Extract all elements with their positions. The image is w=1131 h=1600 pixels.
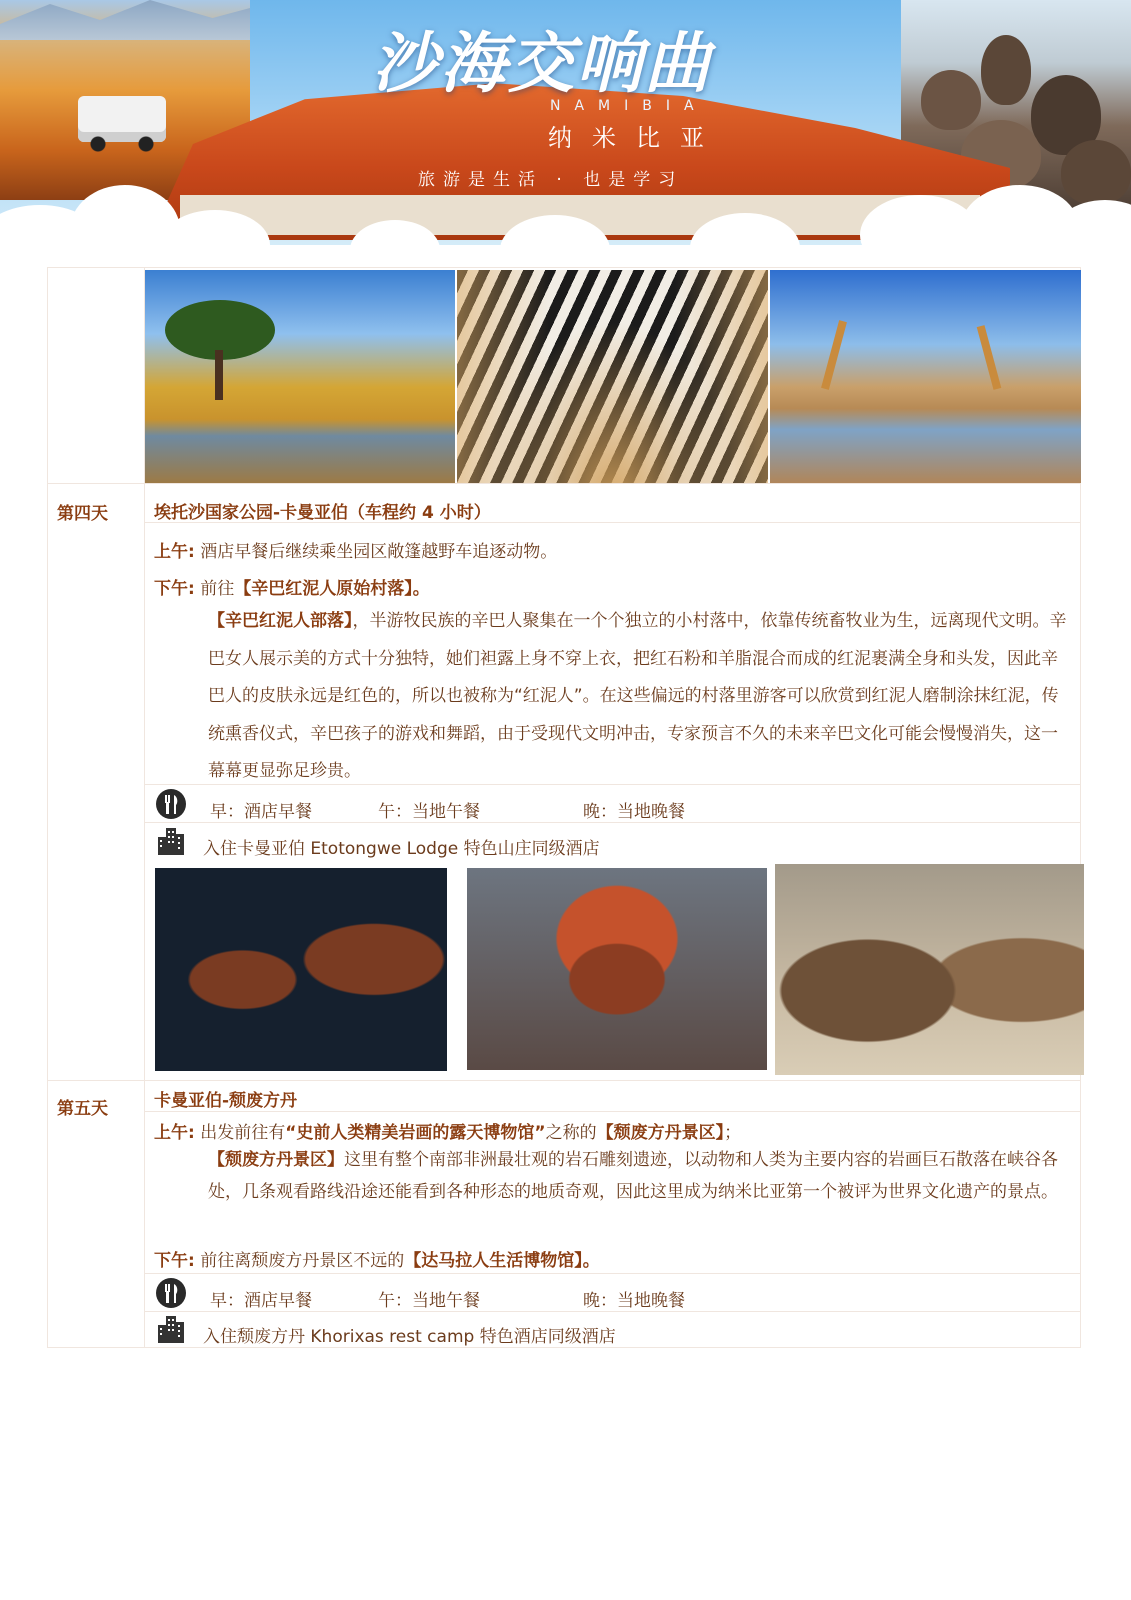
day4-hotel-row [145,823,1081,860]
day5-route-row [145,1080,1081,1112]
banner-title-cn: 纳米比亚 [548,124,724,152]
day4-breakfast: 早：酒店早餐 [210,802,312,822]
day5-lunch: 午：当地午餐 [378,1291,480,1311]
photo-zebras-waterhole [145,270,455,483]
photo-zebras-closeup [457,270,768,483]
day4-description [145,523,1081,785]
day4-paragraph: 【辛巴红泥人部落】，半游牧民族的辛巴人聚集在一个个独立的小村落中，依靠传统畜牧业为生，远离现代文明。辛巴女人展示美的方式十分独特，她们袒露上身不穿上衣，把红石粉和羊脂混合而成的红泥裹满全身和头发，因此辛巴人的皮肤永远是红色的，所以也被称为“红泥人”。在这些偏远的村落里游客可以欣赏到红泥人磨制涂抹红泥，传统熏香仪式，辛巴孩子的游戏和舞蹈，由于受现代文明冲击，专家预言不久的未来辛巴文化可能会慢慢消失，这一幕幕更显弥足珍贵。 [208,611,1067,781]
day4-lunch: 午：当地午餐 [378,802,480,822]
fork-knife-icon [155,1277,187,1309]
fork-knife-icon [155,788,187,820]
day5-description [145,1112,1081,1274]
day5-route: 卡曼亚伯-颓废方丹 [154,1091,298,1111]
header-banner [0,0,1131,255]
building-icon [155,825,187,857]
day4-hotel: 入住卡曼亚伯 Etotongwe Lodge 特色山庄同级酒店 [203,839,600,859]
day4-dinner: 晚：当地晚餐 [583,802,685,822]
building-icon [155,1313,187,1345]
day5-dinner: 晚：当地晚餐 [583,1291,685,1311]
day5-paragraph: 【颓废方丹景区】这里有整个南部非洲最壮观的岩石雕刻遗迹，以动物和人类为主要内容的岩画巨石散落在峡谷各处，几条观看路线沿途还能看到各种形态的地质奇观，因此这里成为纳米比亚第一个被评为世界文化遗产的景点。 [208,1150,1058,1202]
cloud-border [0,185,1131,255]
day4-afternoon: 下午: 前往【辛巴红泥人原始村落】。 [154,579,430,599]
day5-breakfast: 早：酒店早餐 [210,1291,312,1311]
day4-meals-row [145,785,1081,823]
day5-morning: 上午: 出发前往有“史前人类精美岩画的露天博物馆”之称的【颓废方丹景区】； [154,1123,742,1143]
day5-meals-row [145,1274,1081,1312]
day5-hotel: 入住颓废方丹 Khorixas rest camp 特色酒店同级酒店 [203,1327,616,1347]
day4-morning: 上午: 酒店早餐后继续乘坐园区敞篷越野车追逐动物。 [154,542,558,562]
day4-label: 第四天 [57,504,108,524]
banner-title: 沙海交响曲 [372,24,712,102]
day-column [48,268,145,1347]
photo-himba-children [155,868,447,1071]
banner-title-en: NAMIBIA [550,98,708,114]
photo-himba-hut [775,864,1084,1075]
day4-route-row [145,483,1081,523]
photo-himba-woman [467,868,767,1070]
day5-label: 第五天 [57,1099,108,1119]
day5-hotel-row [145,1312,1081,1347]
day4-route: 埃托沙国家公园-卡曼亚伯（车程约 4 小时） [154,503,491,523]
day5-afternoon: 下午: 前往离颓废方丹景区不远的【达马拉人生活博物馆】。 [154,1251,600,1271]
photo-giraffes-waterhole [770,270,1081,483]
itinerary-table [47,267,1081,1348]
banner-slogan: 旅游是生活 · 也是学习 [418,170,684,190]
